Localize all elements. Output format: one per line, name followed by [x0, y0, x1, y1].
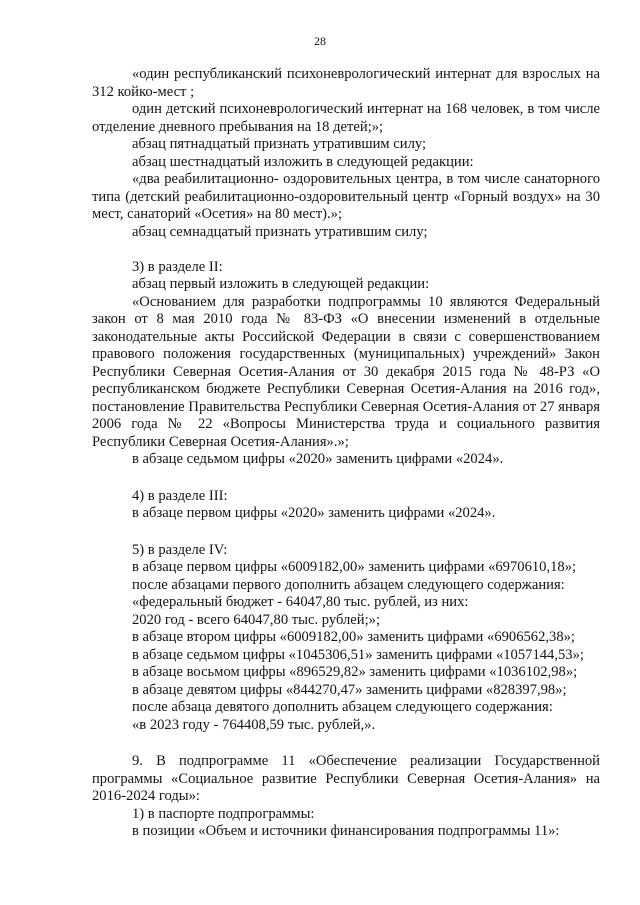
- paragraph: абзац шестнадцатый изложить в следующей редакции:: [132, 153, 474, 170]
- paragraph: «один республиканский психоневрологический интернат для взрослых на 312 койко-мест ;: [92, 66, 600, 100]
- paragraph: 5) в разделе IV:: [132, 541, 228, 558]
- paragraph: в абзаце девятом цифры «844270,47» заменить цифрами «828397,98»;: [132, 681, 567, 698]
- paragraph: в абзаце седьмом цифры «2020» заменить цифрами «2024».: [132, 451, 504, 467]
- paragraph: в абзаце первом цифры «2020» заменить цифрами «2024».: [132, 505, 496, 521]
- paragraph: абзац первый изложить в следующей редакции:: [132, 276, 430, 292]
- paragraph: в абзаце седьмом цифры «1045306,51» заменить цифрами «1057144,53»;: [132, 646, 584, 663]
- paragraph: 1) в паспорте подпрограммы:: [132, 805, 315, 822]
- paragraph: в позиции «Объем и источники финансирования подпрограммы 11»:: [132, 823, 560, 839]
- spacer: [92, 469, 600, 488]
- paragraph: 3) в разделе II:: [132, 258, 223, 275]
- document-body: [92, 66, 600, 841]
- spacer: [92, 734, 600, 753]
- paragraph: в абзаце восьмом цифры «896529,82» заменить цифрами «1036102,98»;: [132, 664, 578, 680]
- paragraph: абзац семнадцатый признать утратившим силу;: [132, 223, 428, 240]
- paragraph: абзац пятнадцатый признать утратившим силу;: [132, 136, 427, 152]
- page-number: 28: [314, 34, 326, 48]
- paragraph: в абзаце втором цифры «6009182,00» заменить цифрами «6906562,38»;: [132, 629, 575, 645]
- paragraph: «Основанием для разработки подпрограммы 10 являются Федеральный закон от 8 мая 2010 года № 83-ФЗ «О внесении изменений в отдельные законодательные акты Российской Федерации в связи с совершенствованием правового положения государственных (муниципальных) учреждений» Закон Республики Северная Осетия-Алания от 30 декабря 2015 года № 48-РЗ «О республиканском бюджете Республики Северная Осетия-Алания на 2016 год», постановление Правительства Республики Северная Осетия-Алания от 27 января 2006 года № 22 «Вопросы Министерства труда и социального развития Республики Северная Осетия-Алания».»;: [92, 293, 600, 450]
- paragraph: один детский психоневрологический интернат на 168 человек, в том числе отделение дневного пребывания на 18 детей;»;: [92, 101, 600, 135]
- paragraph: «два реабилитационно- оздоровительных центра, в том числе санаторного типа (детский реабилитационно-оздоровительный центр «Горный воздух» на 30 мест, санаторий «Осетия» на 80 мест).»;: [92, 171, 600, 222]
- paragraph: 4) в разделе III:: [132, 487, 228, 504]
- paragraph: в абзаце первом цифры «6009182,00» заменить цифрами «6970610,18»;: [132, 559, 577, 575]
- paragraph: 9. В подпрограмме 11 «Обеспечение реализации Государственной программы «Социальное развитие Республики Северная Осетия-Алания» на 2016-2024 годы»:: [92, 753, 600, 804]
- paragraph: после абзаца девятого дополнить абзацем следующего содержания:: [132, 699, 553, 715]
- paragraph: «федеральный бюджет - 64047,80 тыс. рублей, из них:: [132, 594, 469, 610]
- paragraph: 2020 год - всего 64047,80 тыс. рублей;»;: [132, 611, 381, 628]
- spacer: [92, 241, 600, 259]
- paragraph: после абзацами первого дополнить абзацем следующего содержания:: [132, 576, 565, 593]
- spacer: [92, 523, 600, 542]
- paragraph: «в 2023 году - 764408,59 тыс. рублей,».: [132, 716, 376, 733]
